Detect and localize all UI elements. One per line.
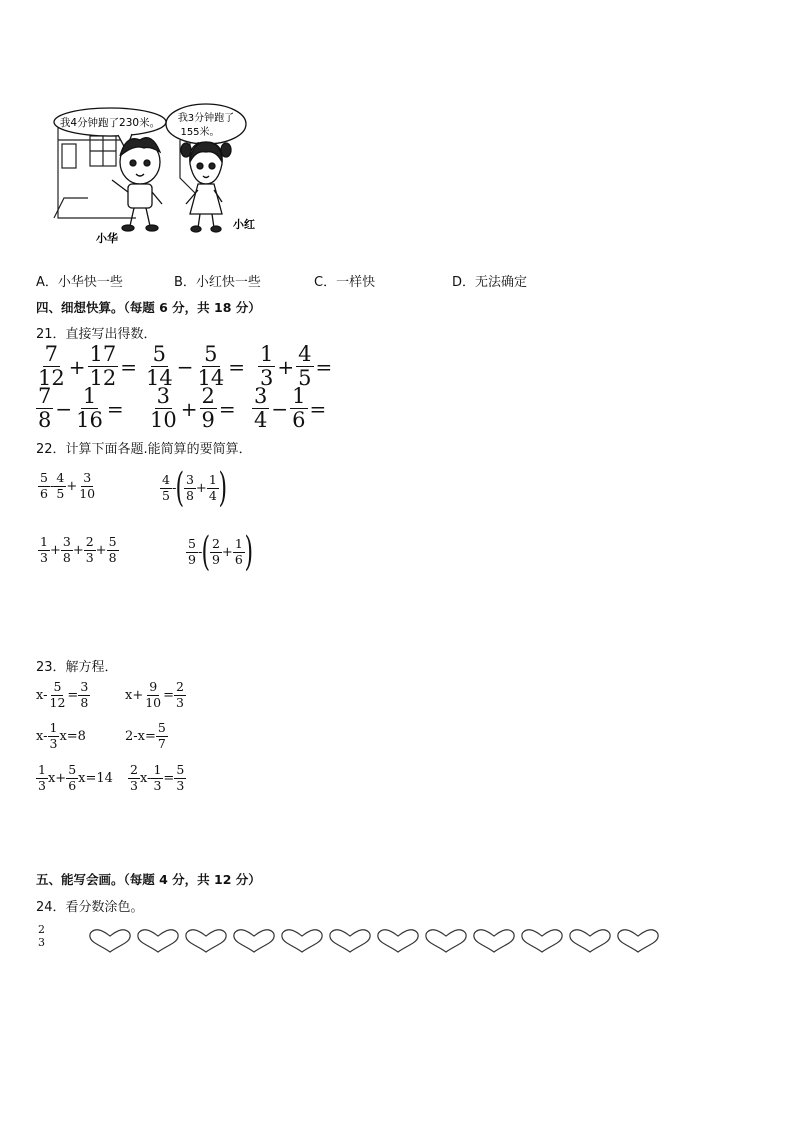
q23-eq-1: x- $\frac{5}{12}$ = $\frac{3}{8}$ — [36, 679, 89, 710]
heart-shape[interactable] — [568, 928, 612, 954]
heart-shape[interactable] — [280, 928, 324, 954]
boy-label: 小华 — [96, 232, 118, 245]
q21-item-4: $\frac{7}{8}$ − $\frac{1}{16}$ = — [38, 384, 124, 432]
option-d[interactable]: D．无法确定 — [452, 275, 528, 290]
bubble-right-line1: 我3分钟跑了 — [177, 113, 235, 124]
q21-item-6: $\frac{3}{4}$ − $\frac{1}{6}$ = — [254, 384, 327, 432]
q24-fraction: 2 3 — [38, 923, 45, 949]
option-a[interactable]: A．小华快一些 — [36, 275, 123, 290]
bubble-right-line2: 155米。 — [180, 127, 220, 138]
q22-prompt: 22．计算下面各题.能简算的要简算． — [36, 442, 252, 457]
heart-shape[interactable] — [520, 928, 564, 954]
q21-item-2: $\frac{5}{14}$ − $\frac{5}{14}$ = — [146, 342, 245, 390]
q23-prompt: 23．解方程． — [36, 660, 118, 675]
q21-prompt: 21．直接写出得数． — [36, 327, 157, 342]
bubble-left-text: 我4分钟跑了230米。 — [59, 117, 161, 129]
q21-item-5: $\frac{3}{10}$ + $\frac{2}{9}$ = — [150, 384, 236, 432]
option-c[interactable]: C．一样快 — [314, 275, 376, 290]
runners-illustration — [40, 100, 290, 250]
heart-shape[interactable] — [136, 928, 180, 954]
q21-grid — [36, 344, 336, 434]
heart-shape[interactable] — [472, 928, 516, 954]
q23-eq-6: $\frac{2}{3}$ x- $\frac{1}{3}$ = $\frac{5}{3}$ — [130, 762, 185, 793]
q22-expr-4: $\frac{5}{9}$ - ( $\frac{2}{9}$ + $\frac{1}{6}$ ) — [188, 529, 253, 575]
heart-shape[interactable] — [232, 928, 276, 954]
heart-shape[interactable] — [616, 928, 660, 954]
q24-prompt: 24．看分数涂色。 — [36, 900, 144, 915]
girl-label: 小红 — [233, 218, 255, 231]
q23-eq-5: $\frac{1}{3}$ x+ $\frac{5}{6}$ x=14 — [38, 762, 113, 793]
heart-shape[interactable] — [184, 928, 228, 954]
q23-eq-2: x+ $\frac{9}{10}$ = $\frac{2}{3}$ — [125, 679, 184, 710]
option-b[interactable]: B．小红快一些 — [174, 275, 261, 290]
heart-shape[interactable] — [376, 928, 420, 954]
heart-shape[interactable] — [88, 928, 132, 954]
heart-shape[interactable] — [424, 928, 468, 954]
q23-eq-4: 2-x= $\frac{5}{7}$ — [125, 720, 166, 751]
q22-expr-1: $\frac{5}{6}$ - $\frac{4}{5}$ + $\frac{3}{10}$ — [40, 470, 96, 501]
q23-eq-3: x- $\frac{1}{3}$ x=8 — [36, 720, 86, 751]
boy-figure — [112, 138, 162, 231]
hearts-row — [88, 928, 668, 958]
q22-expr-2: $\frac{4}{5}$ - ( $\frac{3}{8}$ + $\frac{1}{4}$ ) — [162, 465, 227, 511]
section4-heading: 四、细想快算。（每题 6 分，共 18 分） — [36, 300, 261, 315]
heart-shape[interactable] — [328, 928, 372, 954]
q22-expr-3: $\frac{1}{3}$ + $\frac{3}{8}$ + $\frac{2}{3}$ + $\frac{5}{8}$ — [40, 534, 117, 565]
q21-item-1: $\frac{7}{12}$ + $\frac{17}{12}$ = — [38, 342, 137, 390]
q21-item-3: $\frac{1}{3}$ + $\frac{4}{5}$ = — [260, 342, 333, 390]
section5-heading: 五、能写会画。（每题 4 分，共 12 分） — [36, 872, 261, 887]
